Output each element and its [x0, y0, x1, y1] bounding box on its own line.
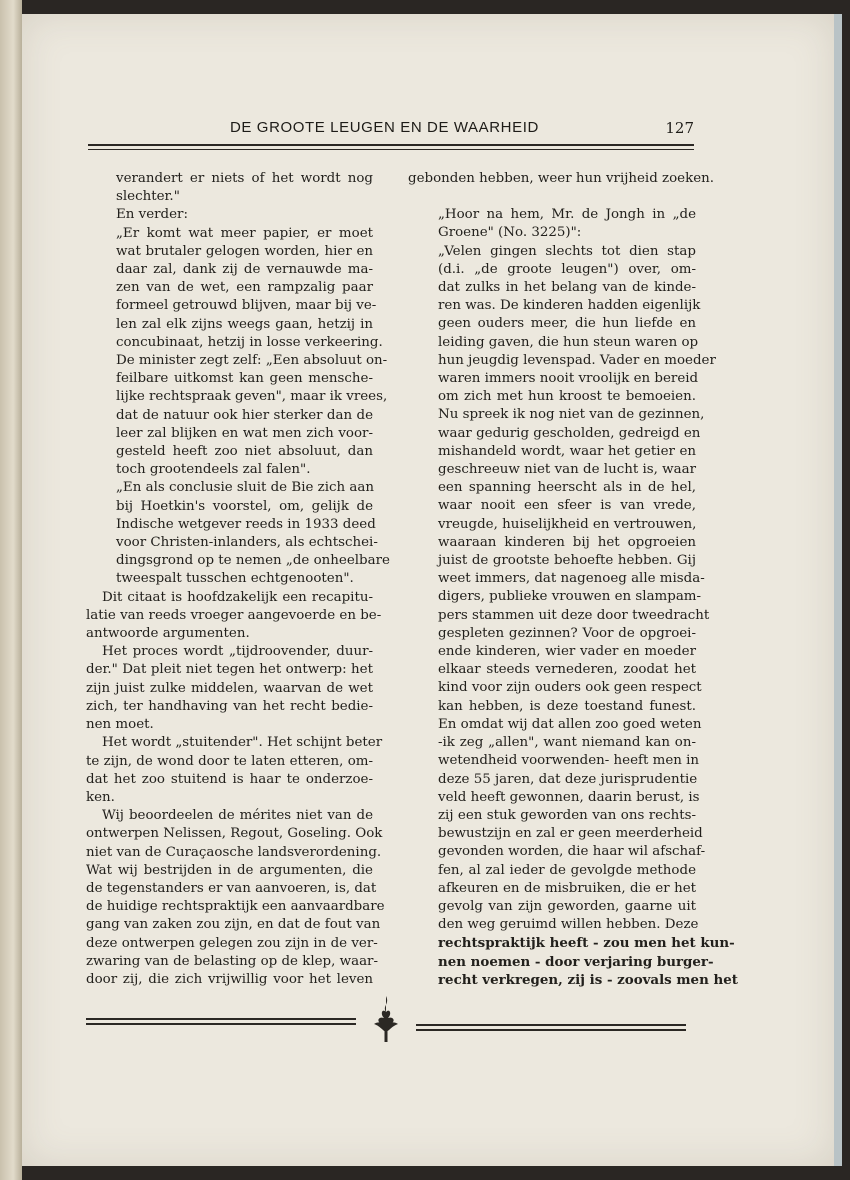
- text-line: veld heeft gewonnen, daarin berust, is: [438, 789, 700, 805]
- text-line: waar gedurig gescholden, gedreigd en: [438, 425, 701, 441]
- flame-ornament-icon: [366, 994, 406, 1044]
- text-line: om zich met hun kroost te bemoeien.: [438, 389, 696, 405]
- running-header: [88, 118, 694, 142]
- text-line: pers stammen uit deze door tweedracht: [438, 607, 710, 623]
- text-line: daar zal, dank zij de vernauwde ma-: [116, 262, 373, 278]
- text-line: voor Christen-inlanders, als echtschei-: [116, 535, 378, 551]
- text-line: latie van reeds vroeger aangevoerde en be-: [86, 607, 382, 623]
- text-line: mishandeld wordt, waar het getier en: [438, 443, 696, 459]
- text-line: Nu spreek ik nog niet van de gezinnen,: [438, 407, 705, 423]
- text-line: dat het zoo stuitend is haar te onderzoe-: [86, 771, 373, 787]
- text-line: formeel getrouwd blijven, maar bij ve-: [116, 298, 377, 314]
- text-line: dat zulks in het belang van de kinde-: [438, 280, 696, 296]
- text-line: nen noemen - door verjaring burger-: [438, 953, 714, 970]
- text-line: bewustzijn en zal er geen meerderheid: [438, 826, 703, 842]
- text-line: recht verkregen, zij is - zoovals men het: [438, 971, 738, 988]
- running-title: DE GROOTE LEUGEN EN DE WAARHEID: [230, 119, 539, 136]
- text-line: leer zal blijken en wat men zich voor-: [116, 425, 373, 441]
- text-line: der." Dat pleit niet tegen het ontwerp: het: [86, 662, 373, 678]
- text-line: antwoorde argumenten.: [86, 626, 250, 642]
- text-line: „Hoor na hem, Mr. de Jongh in „de: [438, 207, 696, 223]
- ornament-rule-left-top: [86, 1018, 356, 1020]
- text-line: -ik zeg „allen", want niemand kan on-: [438, 735, 696, 751]
- text-line: Het proces wordt „tijdroovender, duur-: [102, 644, 373, 660]
- text-line: Het wordt „stuitender". Het schijnt beter: [102, 735, 383, 751]
- text-line: rechtspraktijk heeft - zou men het kun-: [438, 935, 735, 952]
- right-column: [408, 170, 738, 989]
- book-spine: [0, 0, 22, 1180]
- text-line: tweespalt tusschen echtgenooten".: [116, 571, 354, 587]
- footer-ornament: [86, 994, 686, 1044]
- text-line: Indische wetgever reeds in 1933 deed: [116, 516, 376, 532]
- text-line: gevolg van zijn geworden, gaarne uit: [438, 898, 696, 914]
- text-line: gang van zaken zou zijn, en dat de fout van: [86, 917, 381, 933]
- text-line: een spanning heerscht als in de hel,: [438, 480, 696, 496]
- text-line: ende kinderen, wier vader en moeder: [438, 644, 696, 660]
- text-line: deze 55 jaren, dat deze jurisprudentie: [438, 771, 698, 787]
- text-line: zen van de wet, een rampzalig paar: [116, 280, 373, 296]
- text-line: de huidige rechtspraktijk een aanvaardbare: [86, 899, 385, 915]
- text-line: door zij, die zich vrijwillig voor het leven: [86, 971, 373, 987]
- ornament-rule-right-bottom: [416, 1029, 686, 1031]
- ornament-rule-right-top: [416, 1024, 686, 1026]
- text-line: wetendheid voorwenden- heeft men in: [438, 753, 700, 769]
- text-line: gespleten gezinnen? Voor de opgroei-: [438, 625, 696, 641]
- text-line: „Er komt wat meer papier, er moet: [116, 225, 373, 241]
- page-edge: [834, 14, 842, 1166]
- text-line: de tegenstanders er van aanvoeren, is, dat: [86, 880, 377, 896]
- text-line: Wat wij bestrijden in de argumenten, die: [86, 862, 373, 878]
- text-line: (d.i. „de groote leugen") over, om-: [438, 261, 696, 277]
- text-line: kind voor zijn ouders ook geen respect: [438, 680, 702, 696]
- text-line: De minister zegt zelf: „Een absoluut on-: [116, 353, 388, 369]
- text-line: gebonden hebben, weer hun vrijheid zoeken.: [408, 171, 715, 186]
- ornament-rule-left-bottom: [86, 1023, 356, 1025]
- text-line: slechter.": [116, 189, 180, 205]
- text-line: elkaar steeds vernederen, zoodat het: [438, 662, 696, 678]
- page-number: 127: [665, 119, 694, 137]
- text-line: waar nooit een sfeer is van vrede,: [438, 498, 696, 514]
- text-line: geen ouders meer, die hun liefde en: [438, 316, 696, 332]
- text-line: concubinaat, hetzij in losse verkeering.: [116, 334, 383, 350]
- text-line: En omdat wij dat allen zoo goed weten: [438, 716, 702, 732]
- text-line: vreugde, huiselijkheid en vertrouwen,: [438, 516, 697, 532]
- text-line: En verder:: [116, 207, 188, 223]
- text-line: geschreeuw niet van de lucht is, waar: [438, 462, 696, 478]
- text-line: lijke rechtspraak geven", maar ik vrees,: [116, 389, 388, 405]
- text-line: wat brutaler gelogen worden, hier en: [116, 243, 373, 259]
- text-line: digers, publieke vrouwen en slampam-: [438, 589, 702, 605]
- text-line: nen moet.: [86, 717, 154, 733]
- text-line: weet immers, dat nagenoeg alle misda-: [438, 571, 705, 587]
- text-line: Dit citaat is hoofdzakelijk een recapitu-: [102, 589, 373, 605]
- text-line: dingsgrond op te nemen „de onheelbare: [116, 553, 390, 569]
- text-line: toch grootendeels zal falen".: [116, 462, 311, 478]
- text-line: feilbare uitkomst kan geen menschе-: [116, 371, 373, 387]
- text-line: niet van de Curaçaosche landsverordening.: [86, 844, 382, 860]
- text-line: zij een stuk geworden van ons rechts-: [438, 807, 696, 823]
- text-line: ontwerpen Nelissen, Regout, Goseling. Ook: [86, 826, 383, 842]
- text-line: zwaring van de belasting op de klep, waar-: [86, 953, 378, 969]
- text-line: Groene" (No. 3225)":: [438, 225, 582, 241]
- text-line: dat de natuur ook hier sterker dan de: [116, 407, 373, 423]
- left-column: [86, 170, 390, 989]
- text-line: hun jeugdig levenspad. Vader en moeder: [438, 352, 716, 368]
- text-line: „Velen gingen slechts tot dien stap: [438, 243, 696, 259]
- text-line: gesteld heeft zoo niet absoluut, dan: [116, 444, 373, 460]
- text-line: leiding gaven, die hun steun waren op: [438, 334, 699, 350]
- text-line: Wij beoordeelen de mérites niet van de: [102, 808, 373, 824]
- text-line: zich, ter handhaving van het recht bedie-: [86, 698, 373, 714]
- text-line: verandert er niets of het wordt nog: [116, 171, 373, 186]
- header-rule-thick: [88, 144, 694, 146]
- text-line: te zijn, de wond door te laten etteren, om-: [86, 753, 373, 769]
- text-line: juist de grootste behoefte hebben. Gij: [438, 553, 696, 569]
- text-line: deze ontwerpen gelegen zou zijn in de ver-: [86, 935, 378, 951]
- text-line: len zal elk zijns weegs gaan, hetzij in: [116, 316, 373, 332]
- text-line: ren was. De kinderen hadden eigenlijk: [438, 298, 701, 314]
- text-line: gevonden worden, die haar wil afschaf-: [438, 844, 706, 860]
- text-line: fen, al zal ieder de gevolgde methode: [438, 862, 696, 878]
- text-line: bij Hoetkin's voorstel, om, gelijk de: [116, 498, 373, 514]
- text-line: zijn juist zulke middelen, waarvan de wet: [86, 680, 373, 696]
- text-line: „En als conclusie sluit de Bie zich aan: [116, 480, 374, 496]
- text-line: waaraan kinderen bij het opgroeien: [438, 534, 696, 550]
- text-line: waren immers nooit vroolijk en bereid: [438, 371, 699, 387]
- header-rule-thin: [88, 149, 694, 150]
- text-line: kan hebben, is deze toestand funest.: [438, 698, 696, 714]
- text-line: ken.: [86, 789, 115, 805]
- text-line: afkeuren en de misbruiken, die er het: [438, 880, 696, 896]
- text-line: den weg geruimd willen hebben. Deze: [438, 917, 699, 933]
